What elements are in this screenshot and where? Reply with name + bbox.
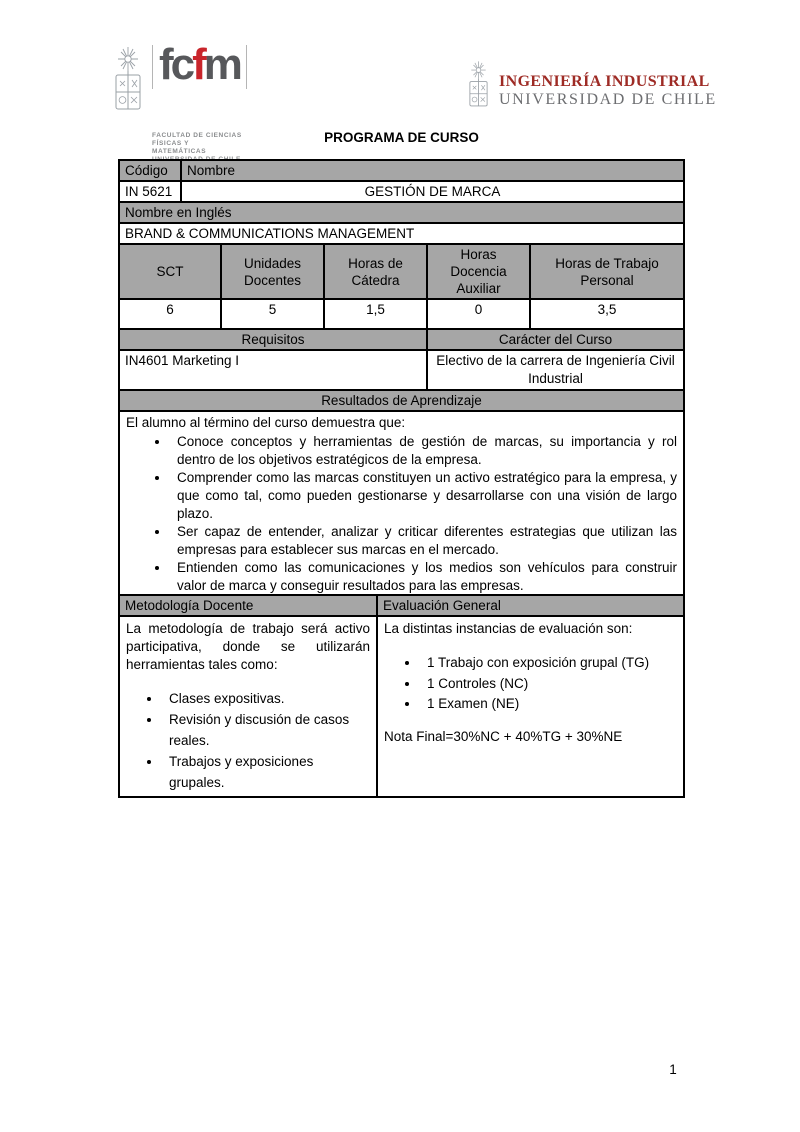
ingenieria-industrial-logo bbox=[465, 60, 717, 121]
nombre-value-cell: GESTIÓN DE MARCA bbox=[181, 181, 684, 202]
course-info-table bbox=[118, 159, 685, 599]
evaluacion-header-cell: Evaluación General bbox=[377, 595, 684, 616]
evaluacion-content-cell bbox=[377, 616, 684, 797]
evaluacion-bullet-list bbox=[384, 653, 677, 715]
evaluacion-bullet: • 1 Examen (NE) bbox=[420, 694, 677, 715]
ingenieria-industrial-text: INGENIERÍA INDUSTRIAL bbox=[499, 72, 710, 90]
metodologia-header-cell: Metodología Docente bbox=[119, 595, 377, 616]
nota-final: Nota Final=30%NC + 40%TG + 30%NE bbox=[384, 728, 623, 744]
codigo-value-cell: IN 5621 bbox=[119, 181, 181, 202]
metodologia-content-cell bbox=[119, 616, 377, 797]
unidades-docentes-header-cell: Unidades Docentes bbox=[221, 244, 324, 299]
caracter-header-cell: Carácter del Curso bbox=[427, 329, 684, 350]
metodologia-bullet: • Trabajos y exposiciones grupales. bbox=[162, 751, 370, 793]
requisitos-value-cell: IN4601 Marketing I bbox=[119, 350, 427, 390]
hours-table bbox=[118, 243, 685, 330]
methodology-evaluation-table bbox=[118, 594, 685, 798]
evaluacion-bullet: • 1 Controles (NC) bbox=[420, 674, 677, 695]
resultados-bullet-list bbox=[126, 433, 677, 595]
university-shield-icon bbox=[112, 45, 144, 128]
universidad-de-chile-text: UNIVERSIDAD DE CHILE bbox=[499, 90, 717, 108]
requisitos-header-cell: Requisitos bbox=[119, 329, 427, 350]
resultados-bullet: • Ser capaz de entender, analizar y criticar diferentes estrategias que utilizan las empresas para establecer sus marcas en el mercado. bbox=[170, 523, 677, 559]
horas-docencia-header-cell: Horas Docencia Auxiliar bbox=[427, 244, 530, 299]
requirements-table bbox=[118, 328, 685, 391]
sct-header-cell: SCT bbox=[119, 244, 221, 299]
ingenieria-shield-icon bbox=[465, 60, 492, 121]
nombre-ingles-value-cell: BRAND & COMMUNICATIONS MANAGEMENT bbox=[119, 223, 684, 244]
code-name-table bbox=[118, 159, 685, 245]
resultados-content-cell bbox=[119, 411, 684, 598]
metodologia-bullet: • Clases expositivas. bbox=[162, 688, 370, 709]
learning-outcomes-table bbox=[118, 389, 685, 599]
horas-catedra-header-cell: Horas de Cátedra bbox=[324, 244, 427, 299]
resultados-bullet: • Comprender como las marcas constituyen un activo estratégico para la empresa, y que como tal, como pueden gestionarse y desarrollarse con una visión de largo plazo. bbox=[170, 469, 677, 523]
metodologia-intro: La metodología de trabajo será activo participativa, donde se utilizarán herramientas tales como: bbox=[126, 621, 370, 672]
page-title: PROGRAMA DE CURSO bbox=[324, 130, 479, 145]
fcfm-wordmark: fcfm bbox=[152, 45, 247, 89]
nombre-ingles-header-cell: Nombre en Inglés bbox=[119, 202, 684, 223]
horas-docencia-value-cell: 0 bbox=[427, 299, 530, 329]
page-number: 1 bbox=[669, 1062, 677, 1077]
resultados-intro: El alumno al término del curso demuestra que: bbox=[126, 415, 406, 430]
codigo-header-cell: Código bbox=[119, 160, 181, 181]
evaluacion-bullet: • 1 Trabajo con exposición grupal (TG) bbox=[420, 653, 677, 674]
horas-catedra-value-cell: 1,5 bbox=[324, 299, 427, 329]
fcfm-faculty-text: FACULTAD DE CIENCIAS FÍSICAS Y MATEMÁTICAS bbox=[152, 132, 242, 155]
unidades-docentes-value-cell: 5 bbox=[221, 299, 324, 329]
resultados-bullet: • Conoce conceptos y herramientas de gestión de marcas, su importancia y rol dentro de los objetivos estratégicos de la empresa. bbox=[170, 433, 677, 469]
metodologia-bullet: • Revisión y discusión de casos reales. bbox=[162, 709, 370, 751]
resultados-bullet: • Entienden como las comunicaciones y los medios son vehículos para construir valor de marca y conseguir resultados para las empresas. bbox=[170, 559, 677, 595]
evaluacion-intro: La distintas instancias de evaluación son: bbox=[384, 621, 633, 636]
fcfm-logo bbox=[112, 40, 242, 164]
resultados-header-cell: Resultados de Aprendizaje bbox=[119, 390, 684, 411]
metodologia-bullet-list bbox=[126, 688, 370, 793]
horas-trabajo-header-cell: Horas de Trabajo Personal bbox=[530, 244, 684, 299]
caracter-value-cell: Electivo de la carrera de Ingeniería Civil Industrial bbox=[427, 350, 684, 390]
horas-trabajo-value-cell: 3,5 bbox=[530, 299, 684, 329]
sct-value-cell: 6 bbox=[119, 299, 221, 329]
nombre-header-cell: Nombre bbox=[181, 160, 684, 181]
